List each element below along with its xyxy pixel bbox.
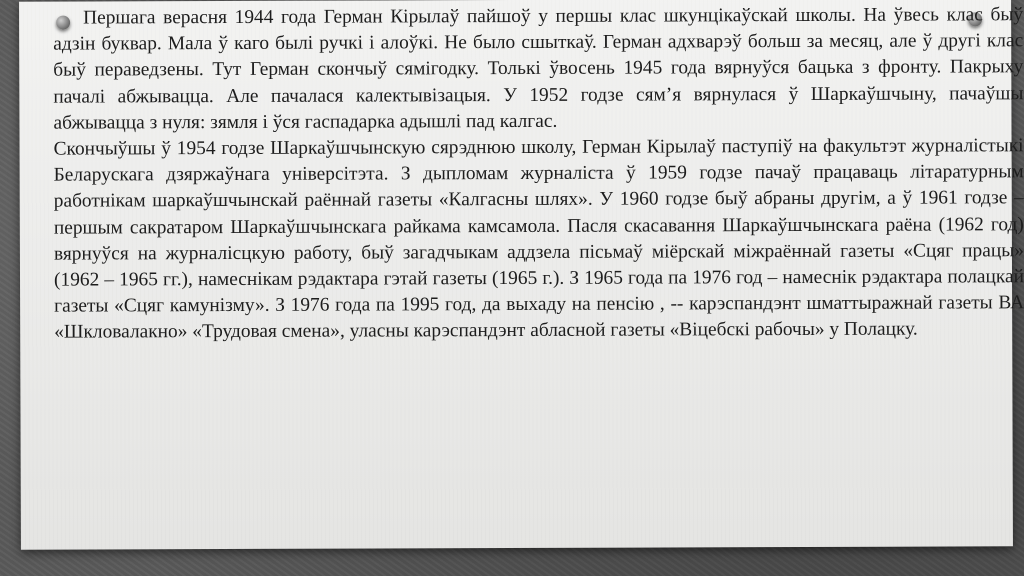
paragraph-2: Скончыўшы ў 1954 годзе Шаркаўшчынскую сярэднюю школу, Герман Кірылаў паступіў на факультэт журналістыкі Беларускага дзяржаўнага універсітэта. З дыпломам журналіста ў 1959 годзе пачаў працаваць літаратурным работнікам шаркаўшчынскай раённай газеты «Калгасны шлях». У 1960 годзе быў абраны другім, а ў 1961 годзе – першым сакратаром Шаркаўшчынскага райкама камсамола. Пасля скасавання Шаркаўшчынскага раёна (1962 год) вярнуўся на журналісцкую работу, быў загадчыкам аддзела пісьмаў міёрскай міжраённай газеты «Сцяг працы» (1962 – 1965 гг.), намеснікам рэдактара гэтай газеты (1965 г.). З 1965 года па 1976 год – намеснік рэдактара полацкай газеты «Сцяг камунізму». З 1976 года па 1995 год, да выхаду на пенсію , -- карэспандэнт шматтыражнай газеты ВА «Шкловалакно» «Трудовая смена», уласны карэспандэнт абласной газеты «Віцебскі рабочы» у Полацку. [53,135,1024,344]
body-text [53,2,1024,346]
paper-sheet [19,0,1024,550]
paragraph-1: Першага верасня 1944 года Герман Кірылаў пайшоў у першы клас шкунцікаўскай школы. На ўвесь клас быў адзін буквар. Мала ў каго былі ручкі і алоўкі. Не было сшыткаў. Герман адхварэў больш за месяц, але ў другі клас быў пераведзены. Тут Герман скончыў сямігодку. Толькі ўвосень 1945 года вярнуўся бацька з фронту. Пакрыху пачалі абжывацца. Але пачалася калектывізацыя. У 1952 годзе сям’я вярнулася ў Шаркаўшчыну, пачаўшы абжывацца з нуля: зямля і ўся гаспадарка адышлі пад калгас. [53,4,1024,134]
